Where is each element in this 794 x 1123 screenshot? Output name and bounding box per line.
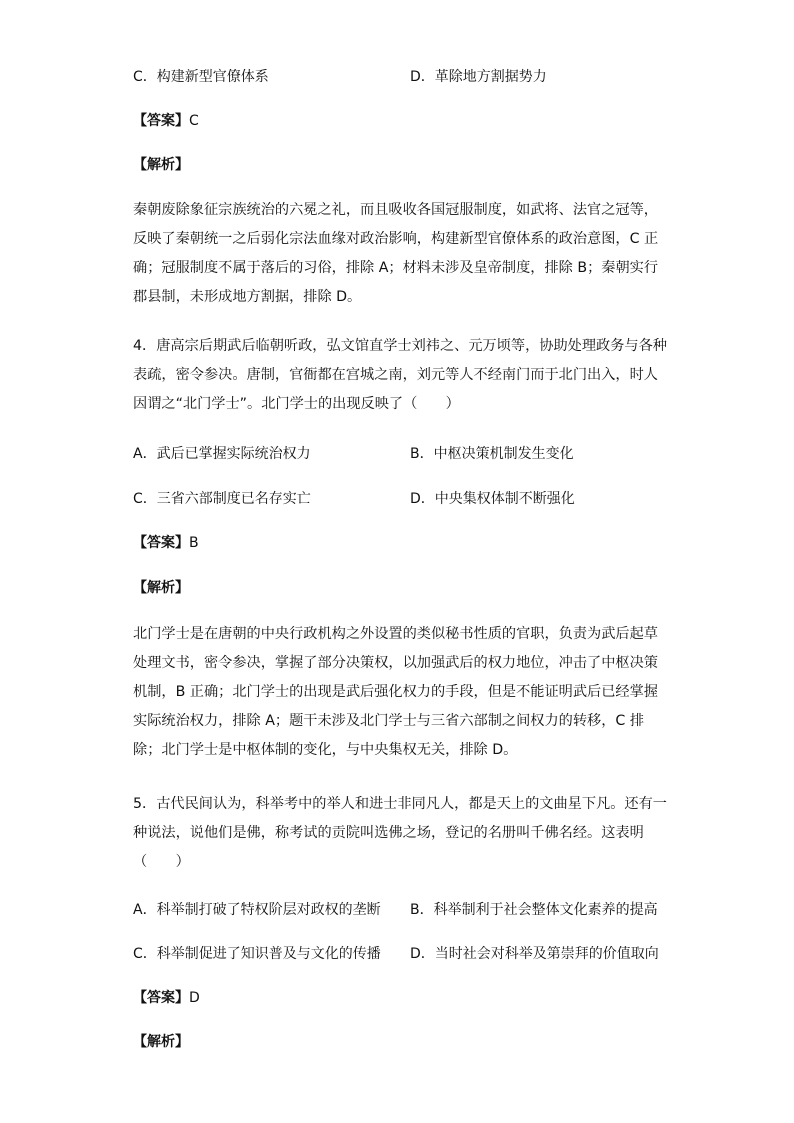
q3-option-d: D．革除地方割据势力 (410, 69, 547, 85)
q3-analysis-label: 【解析】 (133, 157, 189, 173)
q4-analysis-line: 除；北门学士是中枢体制的变化，与中央集权无关，排除 D。 (133, 742, 518, 758)
q4-option-c: C．三省六部制度已名存实亡 (133, 491, 311, 507)
q5-stem-line: （ ） (133, 854, 190, 870)
q4-analysis-line: 机制，B 正确；北门学士的出现是武后强化权力的手段，但是不能证明武后已经掌握 (133, 684, 658, 700)
q5-answer (133, 988, 200, 1008)
q3-analysis-line: 秦朝废除象征宗族统治的六冕之礼，而且吸收各国冠服制度，如武将、法官之冠等， (133, 202, 658, 218)
q4-option-b: B．中枢决策机制发生变化 (410, 446, 574, 462)
q5-stem-line: 种说法，说他们是佛，称考试的贡院叫选佛之场，登记的名册叫千佛名经。这表明 (133, 825, 644, 841)
q4-analysis-line: 北门学士是在唐朝的中央行政机构之外设置的类似秘书性质的官职，负责为武后起草 (133, 626, 658, 642)
q4-analysis-line: 实际统治权力，排除 A；题干未涉及北门学士与三省六部制之间权力的转移，C 排 (133, 713, 645, 729)
q3-answer-label: 【答案】 (133, 113, 189, 129)
q4-answer (133, 533, 199, 553)
q5-stem (133, 790, 667, 877)
q4-analysis-line: 处理文书，密令参决，掌握了部分决策权，以加强武后的权力地位，冲击了中枢决策 (133, 655, 658, 671)
q3-analysis-line: 确；冠服制度不属于落后的习俗，排除 A；材料未涉及皇帝制度，排除 B；秦朝实行 (133, 260, 659, 276)
q3-answer-value: C (189, 113, 199, 129)
q5-stem-line: 5．古代民间认为，科举考中的举人和进士非同凡人，都是天上的文曲星下凡。还有一 (133, 796, 667, 812)
q5-option-d: D．当时社会对科举及第崇拜的价值取向 (410, 946, 659, 962)
q3-option-c: C．构建新型官僚体系 (133, 69, 269, 85)
q4-stem-line: 因谓之“北门学士”。北门学士的出现反映了（ ） (133, 396, 460, 412)
q4-answer-label: 【答案】 (133, 535, 189, 551)
q4-option-d: D．中央集权体制不断强化 (410, 491, 575, 507)
q3-analysis-line: 郡县制，未形成地方割据，排除 D。 (133, 289, 362, 305)
q5-option-a: A．科举制打破了特权阶层对政权的垄断 (133, 902, 381, 918)
q5-analysis-label: 【解析】 (133, 1034, 189, 1050)
q3-analysis-line: 反映了秦朝统一之后弱化宗法血缘对政治影响，构建新型官僚体系的政治意图，C 正 (133, 231, 659, 247)
q4-option-a: A．武后已掌握实际统治权力 (133, 446, 311, 462)
q4-stem-line: 表疏，密令参决。唐制，官衙都在宫城之南，刘元等人不经南门而于北门出入，时人 (133, 367, 658, 383)
q4-analysis-label: 【解析】 (133, 580, 189, 596)
q4-stem (133, 332, 667, 419)
q4-answer-value: B (189, 535, 199, 551)
q4-stem-line: 4．唐高宗后期武后临朝听政，弘文馆直学士刘祎之、元万顷等，协助处理政务与各种 (133, 338, 667, 354)
q3-analysis-text (133, 196, 663, 312)
q4-analysis-text (133, 620, 663, 765)
q5-option-c: C．科举制促进了知识普及与文化的传播 (133, 946, 381, 962)
q5-answer-value: D (189, 990, 200, 1006)
q3-answer (133, 111, 199, 131)
q5-option-b: B．科举制利于社会整体文化素养的提高 (410, 902, 658, 918)
q5-answer-label: 【答案】 (133, 990, 189, 1006)
